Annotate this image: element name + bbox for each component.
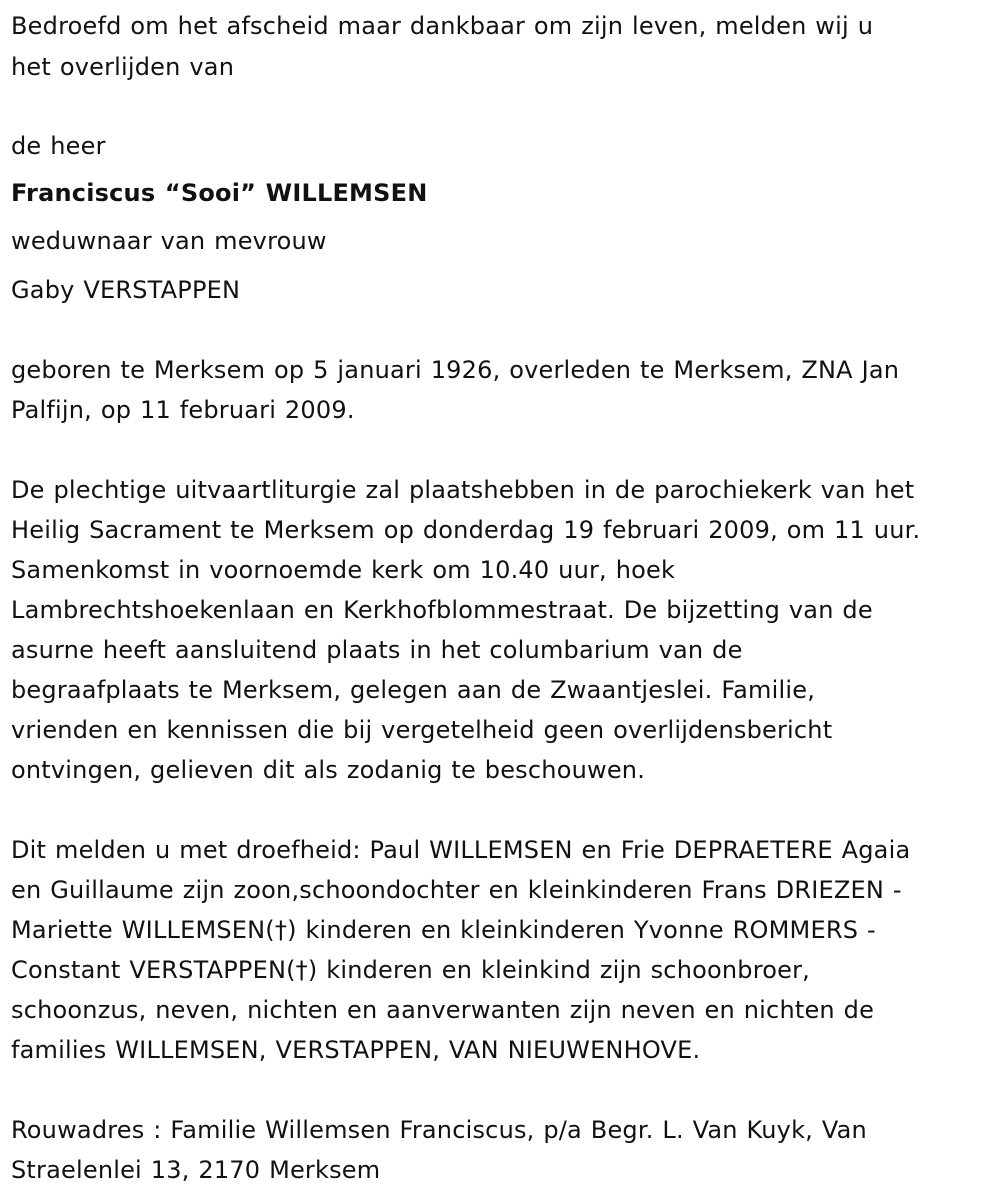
ceremony-line-4: Lambrechtshoekenlaan en Kerkhofblommestraat. De bijzetting van de: [11, 596, 873, 624]
family-line-5: schoonzus, neven, nichten en aanverwanten zijn neven en nichten de: [11, 996, 875, 1024]
spouse-name: Gaby VERSTAPPEN: [11, 276, 241, 304]
ceremony-line-8: ontvingen, gelieven dit als zodanig te beschouwen.: [11, 756, 646, 784]
ceremony-line-3: Samenkomst in voornoemde kerk om 10.40 uur, hoek: [11, 556, 676, 584]
birth-death-line-1: geboren te Merksem op 5 januari 1926, overleden te Merksem, ZNA Jan: [11, 356, 900, 384]
family-line-4: Constant VERSTAPPEN(†) kinderen en kleinkind zijn schoonbroer,: [11, 956, 811, 984]
family-line-1: Dit melden u met droefheid: Paul WILLEMSEN en Frie DEPRAETERE Agaia: [11, 836, 911, 864]
family-line-6: families WILLEMSEN, VERSTAPPEN, VAN NIEUWENHOVE.: [11, 1036, 701, 1064]
ceremony-line-6: begraafplaats te Merksem, gelegen aan de Zwaantjeslei. Familie,: [11, 676, 816, 704]
family-line-3: Mariette WILLEMSEN(†) kinderen en kleinkinderen Yvonne ROMMERS -: [11, 916, 876, 944]
birth-death-line-2: Palfijn, op 11 februari 2009.: [11, 396, 355, 424]
person-title: de heer: [11, 132, 106, 160]
address-line-2: Straelenlei 13, 2170 Merksem: [11, 1156, 381, 1184]
ceremony-line-5: asurne heeft aansluitend plaats in het columbarium van de: [11, 636, 743, 664]
ceremony-line-7: vrienden en kennissen die bij vergetelheid geen overlijdensbericht: [11, 716, 833, 744]
ceremony-line-1: De plechtige uitvaartliturgie zal plaatshebben in de parochiekerk van het: [11, 476, 915, 504]
person-name: Franciscus “Sooi” WILLEMSEN: [11, 179, 428, 207]
address-line-1: Rouwadres : Familie Willemsen Franciscus, p/a Begr. L. Van Kuyk, Van: [11, 1116, 867, 1144]
intro-line-1: Bedroefd om het afscheid maar dankbaar om zijn leven, melden wij u: [11, 12, 874, 40]
ceremony-line-2: Heilig Sacrament te Merksem op donderdag 19 februari 2009, om 11 uur.: [11, 516, 921, 544]
person-relation: weduwnaar van mevrouw: [11, 227, 327, 255]
family-line-2: en Guillaume zijn zoon,schoondochter en kleinkinderen Frans DRIEZEN -: [11, 876, 902, 904]
intro-line-2: het overlijden van: [11, 53, 235, 81]
